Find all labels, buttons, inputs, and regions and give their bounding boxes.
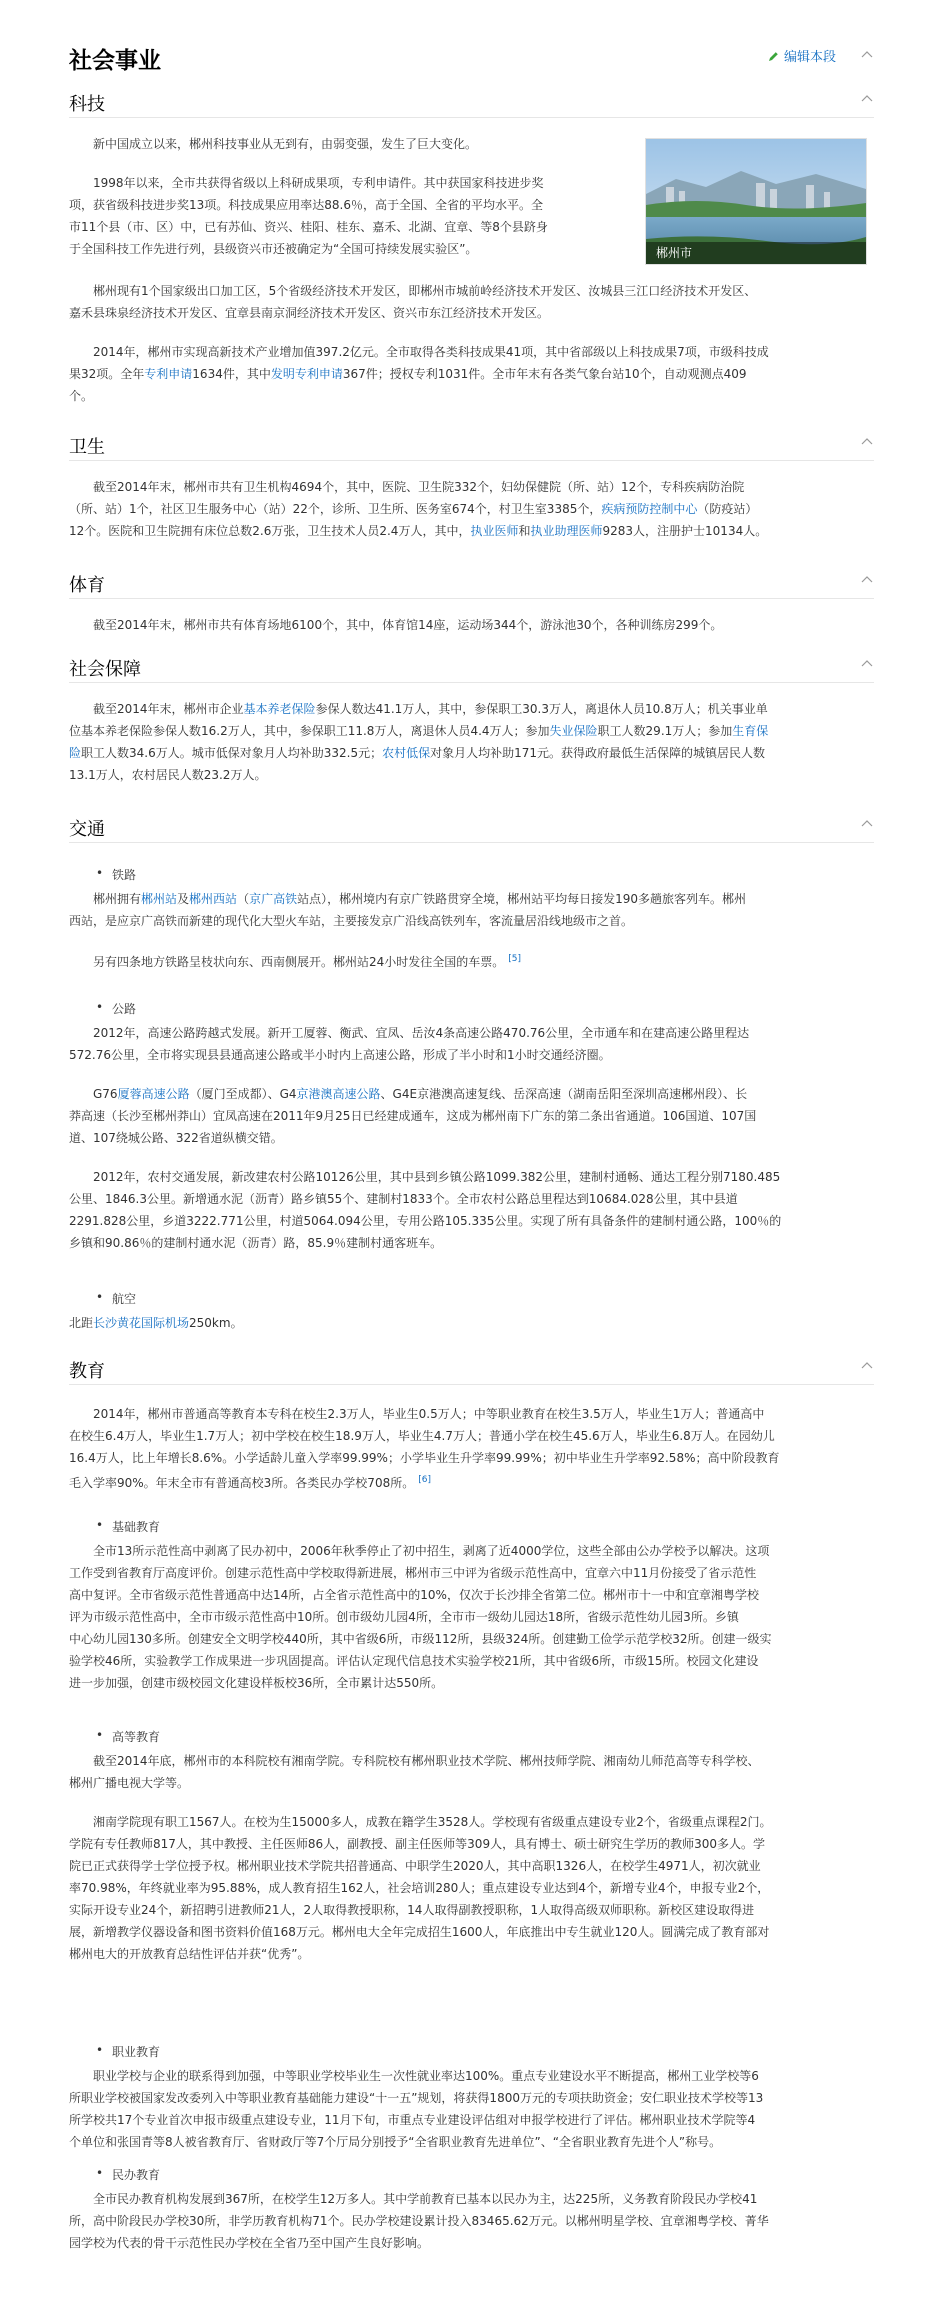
text-line: 1998年以来，全市共获得省级以上科研成果项，专利申请件。其中获国家科技进步奖 (93, 176, 544, 190)
text-line: 在校生6.4万人，毕业生1.7万人；初中学校在校生18.9万人，毕业生4.7万人；普通小学在校生45.6万人，毕业生6.8万人。在园幼儿 (69, 1429, 775, 1443)
inline-link[interactable]: 险 (69, 746, 82, 760)
inline-link[interactable]: 基本养老保险 (243, 702, 316, 716)
road-paragraph-3 (69, 1166, 781, 1254)
text-line: 毛入学率90%。年末全市有普通高校3所。各类民办学校708所。 [6] (69, 1475, 431, 1490)
text-line: 评为市级示范性高中，全市市级示范性高中10所。创市级幼儿园4所，全市市一级幼儿园达18所，省级示范性幼儿园3所。乡镇 (69, 1610, 739, 1624)
text-run: 、G4E京港澳高速复线、岳深高速（湖南岳阳至深圳高速郴州段）、长 (380, 1087, 748, 1101)
section-title-security: 社会保障 (69, 659, 141, 680)
text-line: 职业学校与企业的联系得到加强，中等职业学校毕业生一次性就业率达100%。重点专业建设水平不断提高，郴州工业学校等6 (93, 2069, 759, 2083)
text-line: 市11个县（市、区）中，已有苏仙、资兴、桂阳、桂东、嘉禾、北湖、宜章、等8个县跻身 (69, 220, 548, 234)
text-line (69, 520, 767, 542)
section-title-health: 卫生 (69, 437, 105, 458)
inline-link[interactable]: 生育保 (732, 724, 769, 738)
text-line (69, 498, 767, 520)
text-run: 西站，是应京广高铁而新建的现代化大型火车站，主要接发京广沿线高铁列车，客流量居沿线地级市之首。 (69, 914, 634, 928)
text-line (69, 363, 769, 385)
text-line: 2291.828公里，乡道3222.771公里，村道5064.094公里，专用公路105.335公里。实现了所有具备条件的建制村通公路，100％的 (69, 1214, 782, 1228)
subheading: • 职业教育 (112, 2043, 160, 2060)
text-line: 实际开设专业24个，新招聘引进教师21人，2人取得教授职称，14人取得副教授职称，1人取得高级双师职称。新校区建设取得进 (69, 1903, 755, 1917)
text-line: 公里、1846.3公里。新增通水泥（沥青）路乡镇55个、建制村1833个。全市农村公路总里程达到10684.028公里，其中县道 (69, 1192, 738, 1206)
text-run: 职工人数34.6万人。城市低保对象月人均补助332.5元； (81, 746, 383, 760)
section-divider (69, 117, 874, 118)
text-line (69, 1083, 756, 1105)
subheading: • 民办教育 (112, 2166, 160, 2183)
text-line: 全市13所示范性高中剥离了民办初中，2006年秋季停止了初中招生，剥离了近4000学位，这些全部由公办学校予以解决。这项 (93, 1544, 770, 1558)
text-line: 572.76公里，全市将实现县县通高速公路或半小时内上高速公路，形成了半小时和1小时交通经济圈。 (69, 1048, 611, 1062)
edit-label: 编辑本段 (784, 50, 837, 65)
tech-2014 (69, 341, 769, 407)
tech-achievements (69, 172, 548, 260)
section-divider (69, 842, 874, 843)
text-line: 截至2014年末，郴州市共有体育场地6100个，其中，体育馆14座，运动场344个，游泳池30个，各种训练房299个。 (93, 618, 723, 632)
higher-education-paragraph-2 (69, 1811, 772, 1965)
text-line: 嘉禾县珠泉经济技术开发区、宜章县南京洞经济技术开发区、资兴市东江经济技术开发区。 (69, 306, 550, 320)
inline-link[interactable]: 疾病预防控制中心 (601, 502, 698, 516)
text-run: 及 (177, 892, 190, 906)
text-line: 乡镇和90.86％的建制村通水泥（沥青）路，85.9％建制村通客班车。 (69, 1236, 443, 1250)
text-line: 郴州广播电视大学等。 (69, 1776, 190, 1790)
inline-link[interactable]: 郴州西站 (189, 892, 238, 906)
text-line: 2014年，郴州市普通高等教育本专科在校生2.3万人，毕业生0.5万人；中等职业教育在校生3.5万人，毕业生1万人；普通高中 (93, 1407, 765, 1421)
road-paragraph-1 (69, 1022, 749, 1066)
text-line: 工作受到省教育厅高度评价。创建示范性高中学校取得新进展，郴州市三中评为省级示范性高中，宜章六中11月份接受了省示范性 (69, 1566, 757, 1580)
collapse-health-icon[interactable] (860, 437, 874, 447)
text-run: 站点），郴州境内有京广铁路贯穿全境，郴州站平均每日接发190多趟旅客列车。郴州 (297, 892, 747, 906)
text-run: 1634件，其中 (192, 367, 271, 381)
collapse-tech-icon[interactable] (860, 94, 874, 104)
text-run: 道、107绕城公路、322省道纵横交错。 (69, 1131, 283, 1145)
inline-link[interactable]: 失业保险 (549, 724, 598, 738)
text-run: （ (237, 892, 250, 906)
section-title-transport: 交通 (69, 819, 105, 840)
inline-link[interactable]: 发明专利申请 (270, 367, 343, 381)
text-run: 个。 (69, 389, 94, 403)
subheading: • 高等教育 (112, 1728, 160, 1745)
edit-section-link[interactable] (768, 46, 836, 65)
subheading: • 铁路 (112, 866, 136, 883)
section-title-education: 教育 (69, 1361, 105, 1382)
health-paragraph (69, 476, 767, 542)
text-line (69, 1105, 756, 1127)
section-title-tech: 科技 (69, 94, 105, 115)
text-run: （厦门至成都）、G4 (189, 1087, 297, 1101)
text-line: 园学校为代表的骨干示范性民办学校在全省乃至中国产生良好影响。 (69, 2236, 430, 2250)
section-divider (69, 682, 874, 683)
text-line (69, 764, 768, 786)
basic-education-paragraph (69, 1540, 772, 1694)
inline-link[interactable]: 农村低保 (382, 746, 431, 760)
text-run: 果32项。全年 (69, 367, 145, 381)
inline-link[interactable]: 长沙黄花国际机场 (93, 1316, 190, 1330)
text-line (69, 476, 767, 498)
text-line: 所，高中阶段民办学校30所，非学历教育机构71个。民办学校建设累计投入83465.62万元。以郴州明星学校、宜章湘粤学校、菁华 (69, 2214, 769, 2228)
text-line: 学院有专任教师817人，其中教授、主任医师86人，副教授、副主任医师等309人，具有博士、硕士研究生学历的教师300多人。学 (69, 1837, 765, 1851)
inline-link[interactable]: 执业医师 (470, 524, 519, 538)
text-line (69, 720, 768, 742)
text-line: 中心幼儿园130多所。创建安全文明学校440所，其中省级6所，市级112所，县级324所。创建勤工俭学示范学校32所。创建一级实 (69, 1632, 772, 1646)
text-line: 项，获省级科技进步奖13项。科技成果应用率达88.6％，高于全国、全省的平均水平。全 (69, 198, 543, 212)
city-thumbnail[interactable] (645, 138, 867, 265)
text-line (69, 1127, 756, 1149)
inline-link[interactable]: 专利申请 (144, 367, 193, 381)
tech-intro (69, 133, 477, 155)
text-run: 截至2014年末，郴州市企业 (93, 702, 244, 716)
text-run: （所、站）1个，社区卫生服务中心（站）22个，诊所、卫生所、医务室674个，村卫生室3385个， (69, 502, 602, 516)
text-line (69, 385, 769, 407)
inline-link[interactable]: 京广高铁 (249, 892, 298, 906)
inline-link[interactable]: 京港澳高速公路 (296, 1087, 381, 1101)
text-run: 对象月人均补助171元。获得政府最低生活保障的城镇居民人数 (430, 746, 766, 760)
text-line: 院已正式获得学士学位授予权。郴州职业技术学院共招普通高、中职学生2020人，其中高职1326人，在校学生4971人，初次就业 (69, 1859, 761, 1873)
text-run: 13.1万人，农村居民人数23.2万人。 (69, 768, 267, 782)
text-run: 9283人，注册护士10134人。 (602, 524, 768, 538)
text-line: 于全国科技工作先进行列，县级资兴市还被确定为“全国可持续发展实验区”。 (69, 242, 478, 256)
private-education-paragraph (69, 2188, 769, 2254)
thumbnail-caption: 郴州市 (646, 242, 866, 264)
text-run: （防疫站） (697, 502, 758, 516)
inline-link[interactable]: 执业助理医师 (530, 524, 603, 538)
text-line: 所职业学校被国家发改委列入中等职业教育基础能力建设“十一五”规划，将获得1800万元的专项扶助资金；安仁职业技术学校等13 (69, 2091, 764, 2105)
education-overview (69, 1403, 779, 1494)
text-run: G76 (93, 1087, 118, 1101)
text-line: 进一步加强，创建市级校园文化建设样板校36所，全市累计达550所。 (69, 1676, 444, 1690)
vocational-education-paragraph (69, 2065, 763, 2153)
text-line: 展，新增教学仪器设备和图书资料价值168万元。郴州电大全年完成招生1600人，年底推出中专生就业120人。圆满完成了教育部对 (69, 1925, 770, 1939)
rail-paragraph (69, 888, 746, 932)
text-run: 12个。医院和卫生院拥有床位总数2.6万张，卫生技术人员2.4万人，其中， (69, 524, 471, 538)
text-line: 新中国成立以来，郴州科技事业从无到有，由弱变强，发生了巨大变化。 (93, 137, 478, 151)
text-line: 郴州电大的开放教育总结性评估并获“优秀”。 (69, 1947, 310, 1961)
text-line: 高中复评。全市省级示范性普通高中达14所，占全省示范性高中的10%，仅次于长沙排全省第二位。郴州市十一中和宜章湘粤学校 (69, 1588, 759, 1602)
sports-paragraph (69, 614, 722, 636)
text-run: 职工人数29.1万人；参加 (597, 724, 733, 738)
text-run: 和 (518, 524, 531, 538)
collapse-transport-icon[interactable] (860, 819, 874, 829)
text-run: 250km。 (189, 1316, 243, 1330)
inline-link[interactable]: 厦蓉高速公路 (117, 1087, 190, 1101)
text-line: 个单位和张国青等8人被省教育厅、省财政厅等7个厅局分别授予“全省职业教育先进单位”、“全省职业教育先进个人”称号。 (69, 2135, 722, 2149)
text-line: 验学校46所，实验教学工作成果进一步巩固提高。评估认定现代信息技术实验学校21所，其中省级6所，市级15所。校园文化建设 (69, 1654, 759, 1668)
page-title: 社会事业 (69, 48, 161, 74)
tech-zones (69, 280, 756, 324)
text-line: 16.4万人，比上年增长8.6%。小学适龄儿童入学率99.99%；小学毕业生升学率99.99%；初中毕业生升学率92.58%；高中阶段教育 (69, 1451, 780, 1465)
text-line: 2012年，高速公路跨越式发展。新开工厦蓉、衡武、宜凤、岳汝4条高速公路470.76公里，全市通车和在建高速公路里程达 (93, 1026, 750, 1040)
rail-paragraph-2 (69, 948, 521, 973)
text-line: 2012年，农村交通发展，新改建农村公路10126公里，其中县到乡镇公路1099.382公里，建制村通畅、通达工程分别7180.485 (93, 1170, 781, 1184)
text-run: 2014年，郴州市实现高新技术产业增加值397.2亿元。全市取得各类科技成果41项，其中省部级以上科技成果7项，市级科技成 (93, 345, 769, 359)
text-run: 位基本养老保险参保人数16.2万人，其中，参保职工11.8万人，离退休人员4.4万人；参加 (69, 724, 550, 738)
text-run: 北距 (69, 1316, 94, 1330)
text-line (69, 888, 746, 910)
text-line: 所学校共17个专业首次申报市级重点建设专业，11月下旬，市重点专业建设评估组对申报学校进行了评估。郴州职业技术学院等4 (69, 2113, 756, 2127)
text-run: 截至2014年末，郴州市共有卫生机构4694个，其中，医院、卫生院332个，妇幼保健院（所、站）12个，专科疾病防治院 (93, 480, 745, 494)
text-line (69, 341, 769, 363)
collapse-education-icon[interactable] (860, 1361, 874, 1371)
higher-education-paragraph-1 (69, 1750, 760, 1794)
section-title-sports: 体育 (69, 575, 105, 596)
text-line (69, 698, 768, 720)
pencil-icon (768, 50, 780, 62)
reference-link[interactable]: [5] (508, 954, 522, 964)
subheading: • 航空 (112, 1290, 136, 1307)
text-line: 另有四条地方铁路呈枝状向东、西南侧展开。郴州站24小时发往全国的车票。 (93, 955, 505, 969)
air-paragraph (69, 1312, 243, 1334)
road-paragraph-2 (69, 1083, 756, 1149)
text-run: 367件；授权专利1031件。全市年末有各类气象台站10个，自动观测点409 (342, 367, 747, 381)
text-run: 郴州拥有 (93, 892, 142, 906)
section-divider (69, 598, 874, 599)
section-divider (69, 1384, 874, 1385)
inline-link[interactable]: 郴州站 (141, 892, 178, 906)
text-line: 率70.98%，年终就业率为95.88%，成人教育招生162人，社会培训280人；重点建设专业达到4个，新增专业4个，申报专业2个， (69, 1881, 770, 1895)
text-line (69, 910, 746, 932)
text-line: 湘南学院现有职工1567人。在校为生15000多人，成教在籍学生3528人。学校现有省级重点建设专业2个，省级重点课程2门。 (93, 1815, 772, 1829)
text-line: 全市民办教育机构发展到367所，在校学生12万多人。其中学前教育已基本以民办为主，达225所，义务教育阶段民办学校41 (93, 2192, 758, 2206)
reference-link[interactable]: [6] (418, 1475, 431, 1485)
text-run: 参保人数达41.1万人，其中，参保职工30.3万人，离退休人员10.8万人；机关事业单 (315, 702, 768, 716)
collapse-icon[interactable] (860, 50, 874, 60)
text-run: 莽高速（长沙至郴州莽山）宜凤高速在2011年9月25日已经建成通车，这成为郴州南下广东的第二条出省通道。106国道、107国 (69, 1109, 757, 1123)
security-paragraph (69, 698, 768, 786)
text-line (69, 742, 768, 764)
collapse-security-icon[interactable] (860, 659, 874, 669)
text-line: 截至2014年底，郴州市的本科院校有湘南学院。专科院校有郴州职业技术学院、郴州技师学院、湘南幼儿师范高等专科学校、 (93, 1754, 760, 1768)
subheading: • 基础教育 (112, 1518, 160, 1535)
subheading: • 公路 (112, 1000, 136, 1017)
section-divider (69, 460, 874, 461)
text-line: 郴州现有1个国家级出口加工区，5个省级经济技术开发区，即郴州市城前岭经济技术开发区、汝城县三江口经济技术开发区、 (93, 284, 757, 298)
collapse-sports-icon[interactable] (860, 575, 874, 585)
text-line (69, 1312, 243, 1334)
